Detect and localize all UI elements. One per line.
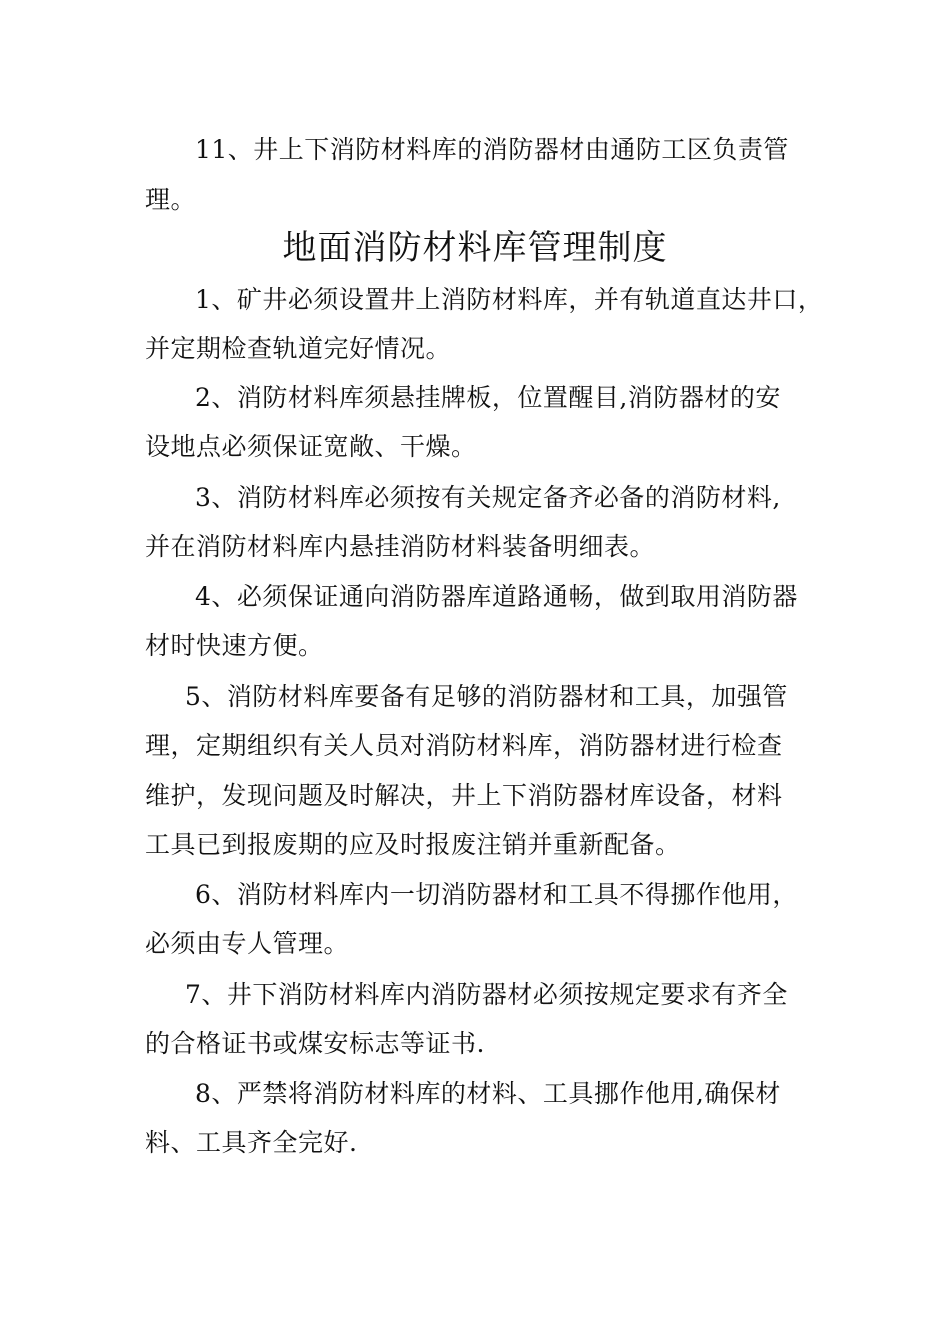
intro-paragraph-line-2: 理。 xyxy=(145,185,197,214)
document-title: 地面消防材料库管理制度 xyxy=(282,228,668,268)
item-3-line-1: 3、消防材料库必须按有关规定备齐必备的消防材料, xyxy=(195,483,781,512)
item-5-line-3: 维护，发现问题及时解决，井上下消防器材库设备，材料 xyxy=(145,781,783,810)
item-7-line-2: 的合格证书或煤安标志等证书. xyxy=(145,1029,485,1058)
item-8-line-1: 8、严禁将消防材料库的材料、工具挪作他用,确保材 xyxy=(195,1079,781,1108)
item-4-line-2: 材时快速方便。 xyxy=(145,631,324,660)
item-2-line-2: 设地点必须保证宽敞、干燥。 xyxy=(145,432,477,461)
item-5-line-2: 理，定期组织有关人员对消防材料库，消防器材进行检查 xyxy=(145,731,783,760)
item-3-line-2: 并在消防材料库内悬挂消防材料装备明细表。 xyxy=(145,532,656,561)
item-6-line-1: 6、消防材料库内一切消防器材和工具不得挪作他用， xyxy=(195,880,798,909)
item-4-line-1: 4、必须保证通向消防器库道路通畅，做到取用消防器 xyxy=(195,582,798,611)
item-1-line-2: 并定期检查轨道完好情况。 xyxy=(145,334,452,363)
item-5-line-4: 工具已到报废期的应及时报废注销并重新配备。 xyxy=(145,830,681,859)
item-5-line-1: 5、消防材料库要备有足够的消防器材和工具，加强管 xyxy=(185,682,788,711)
item-2-line-1: 2、消防材料库须悬挂牌板，位置醒目,消防器材的安 xyxy=(195,383,781,412)
intro-paragraph-line-1: 11、井上下消防材料库的消防器材由通防工区负责管 xyxy=(195,135,789,164)
item-7-line-1: 7、井下消防材料库内消防器材必须按规定要求有齐全 xyxy=(185,980,788,1009)
item-6-line-2: 必须由专人管理。 xyxy=(145,929,350,958)
item-1-line-1: 1、矿井必须设置井上消防材料库，并有轨道直达井口， xyxy=(195,285,824,314)
item-8-line-2: 料、工具齐全完好. xyxy=(145,1128,358,1157)
